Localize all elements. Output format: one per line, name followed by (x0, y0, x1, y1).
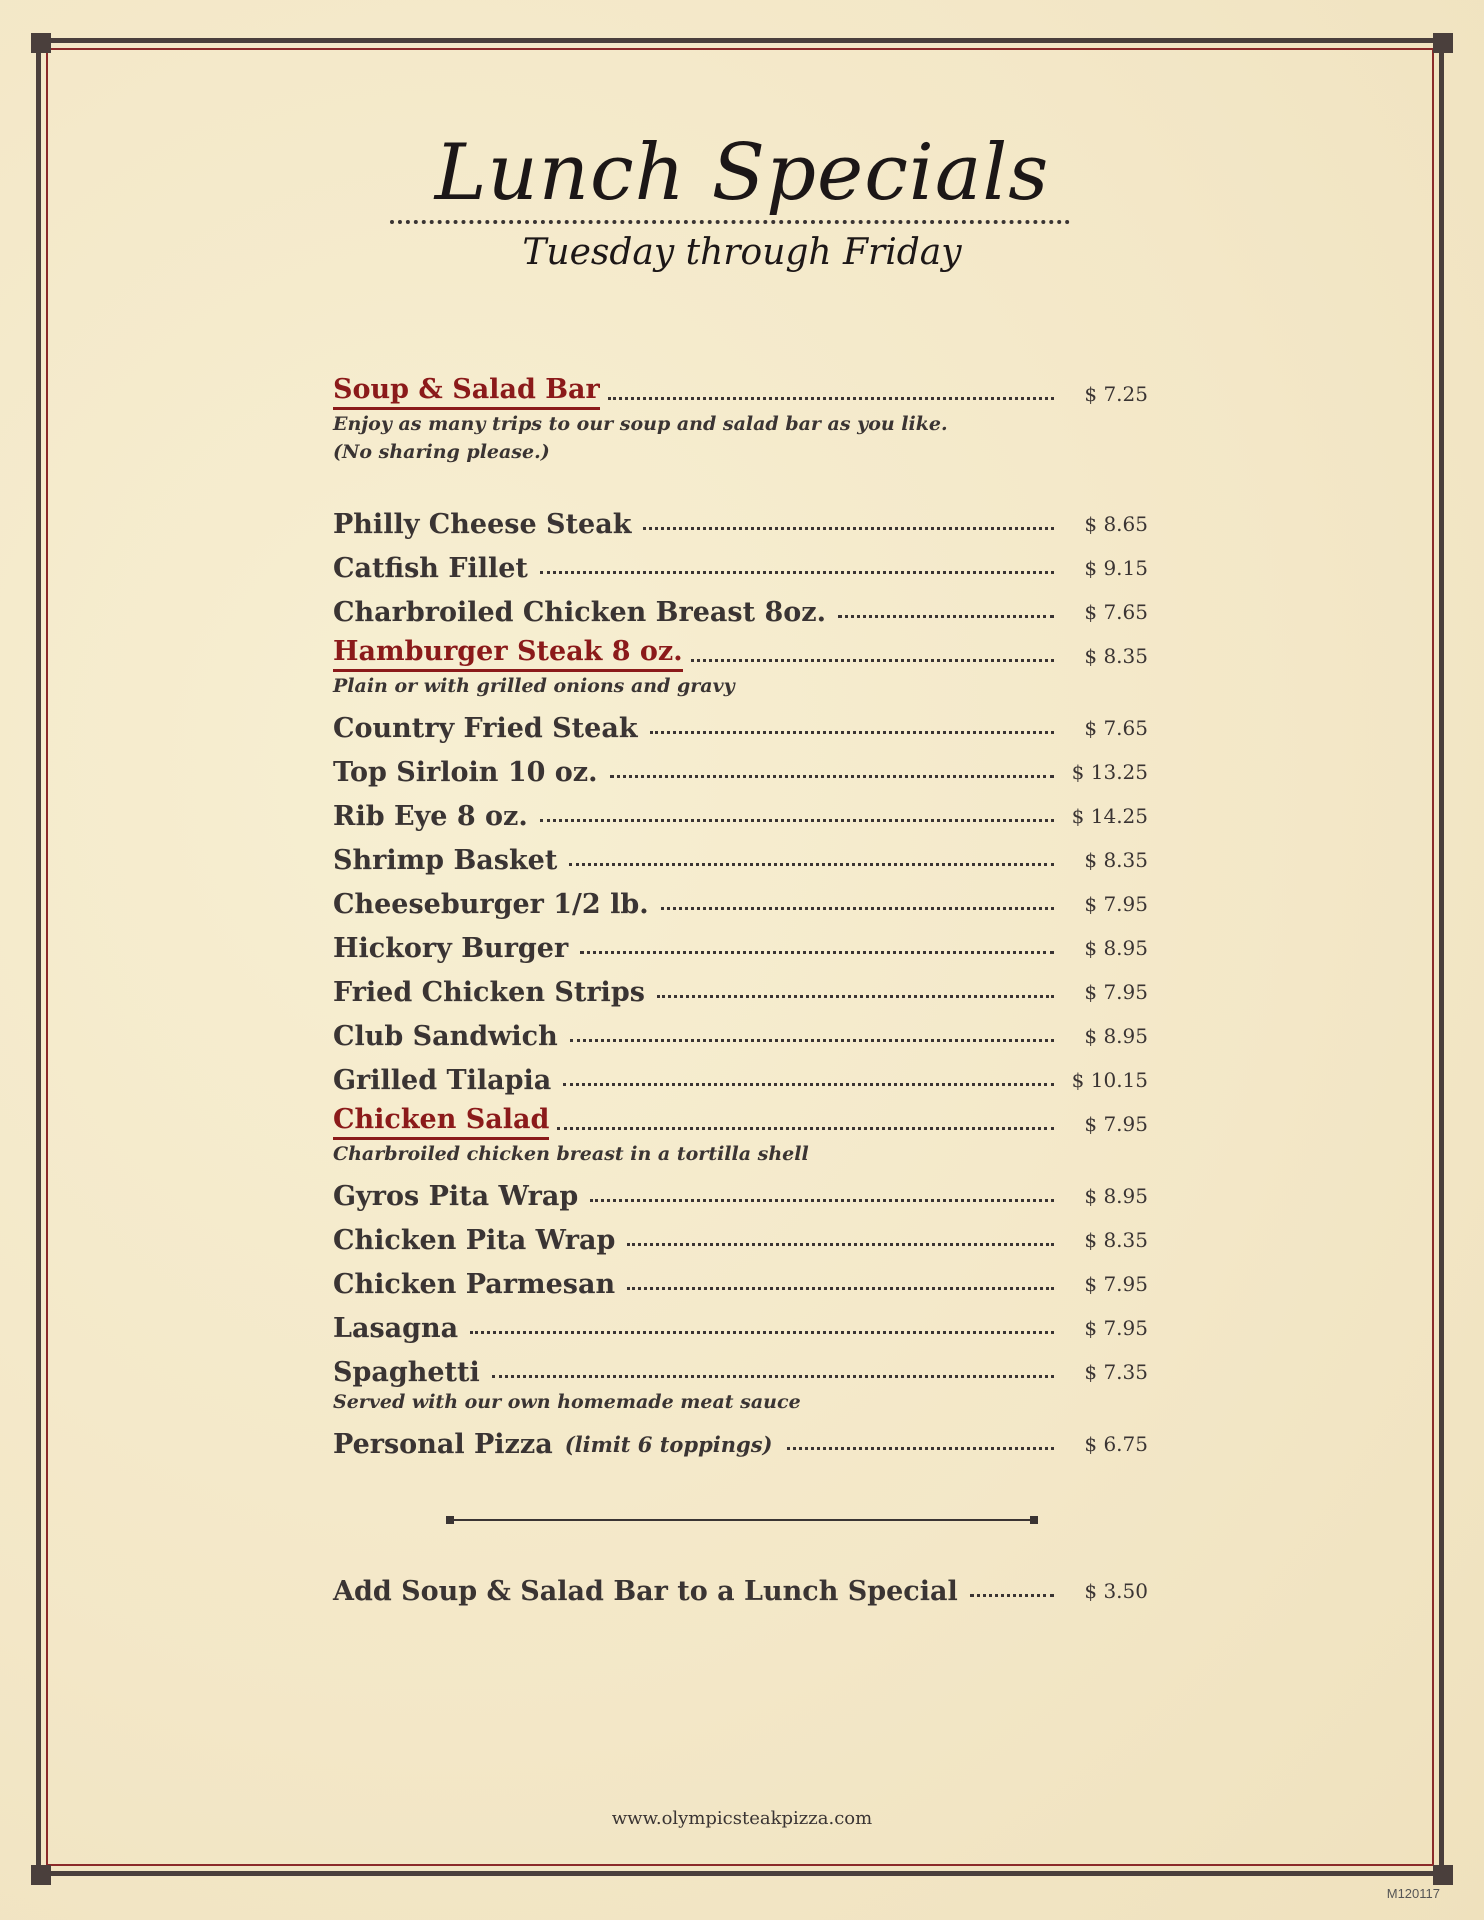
menu-item-name: Chicken Salad (333, 1104, 549, 1140)
menu-item-description: Served with our own homemade meat sauce (333, 1391, 801, 1413)
menu-item-name: Hickory Burger (333, 933, 569, 964)
menu-item (333, 1008, 1148, 1052)
leader-dots (970, 1594, 1054, 1597)
menu-item (333, 788, 1148, 832)
leader-dots (540, 819, 1054, 822)
menu-item-price: $ 8.95 (1084, 1024, 1148, 1048)
addon-item (333, 1563, 1148, 1607)
menu-item (333, 1300, 1148, 1344)
corner-ornament (1433, 1865, 1453, 1885)
menu-item-description: Plain or with grilled onions and gravy (333, 675, 735, 697)
leader-dots (787, 1447, 1055, 1450)
menu-item (333, 496, 1148, 540)
leader-dots (470, 1331, 1054, 1334)
menu-item-description: Charbroiled chicken breast in a tortilla shell (333, 1143, 809, 1165)
menu-item (333, 920, 1148, 964)
menu-item (333, 1168, 1148, 1212)
menu-item (333, 744, 1148, 788)
menu-item (333, 628, 1148, 672)
menu-item-price: $ 10.15 (1071, 1068, 1148, 1092)
menu-item (333, 540, 1148, 584)
menu-item-price: $ 8.35 (1084, 848, 1148, 872)
menu-item (333, 1096, 1148, 1140)
menu-item-name: Chicken Pita Wrap (333, 1225, 616, 1256)
menu-item-name: Lasagna (333, 1313, 459, 1344)
print-code: M120117 (1386, 1886, 1440, 1901)
menu-item-name: Catfish Fillet (333, 553, 528, 584)
menu-item-price: $ 7.35 (1084, 1360, 1148, 1384)
menu-item-name: Philly Cheese Steak (333, 509, 632, 540)
menu-item-price: $ 9.15 (1084, 556, 1148, 580)
menu-item-name: Chicken Parmesan (333, 1269, 616, 1300)
menu-item (333, 1052, 1148, 1096)
menu-item-price: $ 7.25 (1084, 382, 1148, 406)
page-title: Lunch Specials (434, 128, 1050, 218)
divider-end-dot (446, 1516, 454, 1524)
menu-item-price: $ 8.65 (1084, 512, 1148, 536)
menu-item-price: $ 7.95 (1084, 1316, 1148, 1340)
menu-item-name: Personal Pizza (333, 1429, 553, 1460)
menu-item-price: $ 6.75 (1084, 1432, 1148, 1456)
menu-item-name: Gyros Pita Wrap (333, 1181, 579, 1212)
menu-item-name: Charbroiled Chicken Breast 8oz. (333, 597, 826, 628)
corner-ornament (1433, 33, 1453, 53)
section-gap (333, 466, 1148, 496)
leader-dots (608, 397, 1054, 400)
leader-dots (540, 571, 1054, 574)
menu-item (333, 964, 1148, 1008)
leader-dots (627, 1287, 1054, 1290)
leader-dots (570, 1039, 1054, 1042)
menu-item (333, 584, 1148, 628)
leader-dots (838, 615, 1054, 618)
menu-item-price: $ 14.25 (1071, 804, 1148, 828)
menu-item (333, 1212, 1148, 1256)
menu-item (333, 366, 1148, 410)
menu-item-price: $ 7.65 (1084, 600, 1148, 624)
menu-item-name: Soup & Salad Bar (333, 374, 600, 410)
menu-item-price: $ 7.95 (1084, 892, 1148, 916)
leader-dots (691, 659, 1054, 662)
menu-item (333, 1416, 1148, 1460)
title-dotted-rule (390, 220, 1070, 224)
leader-dots (492, 1375, 1054, 1378)
menu-item (333, 1344, 1148, 1388)
menu-item-name: Fried Chicken Strips (333, 977, 645, 1008)
leader-dots (563, 1083, 1054, 1086)
menu-item-description: (No sharing please.) (333, 441, 550, 463)
website-link[interactable]: www.olympicsteakpizza.com (611, 1808, 873, 1829)
menu-item-price: $ 7.95 (1084, 1272, 1148, 1296)
section-divider (450, 1519, 1034, 1521)
menu-item-name: Country Fried Steak (333, 713, 638, 744)
menu-item-name: Rib Eye 8 oz. (333, 801, 528, 832)
menu-item-price: $ 7.95 (1084, 980, 1148, 1004)
menu-item-price: $ 8.95 (1084, 936, 1148, 960)
leader-dots (661, 907, 1054, 910)
menu-item-name: Grilled Tilapia (333, 1065, 552, 1096)
menu-item-name: Hamburger Steak 8 oz. (333, 636, 683, 672)
menu-item-name: Spaghetti (333, 1357, 480, 1388)
leader-dots (610, 775, 1054, 778)
menu-item-price: $ 8.35 (1084, 644, 1148, 668)
menu-item-price: $ 13.25 (1071, 760, 1148, 784)
leader-dots (657, 995, 1054, 998)
menu-item-price: $ 7.65 (1084, 716, 1148, 740)
menu-item-price: $ 7.95 (1084, 1112, 1148, 1136)
menu-item-name: Club Sandwich (333, 1021, 558, 1052)
corner-ornament (31, 1865, 51, 1885)
menu-item-description: Enjoy as many trips to our soup and salad bar as you like. (333, 413, 948, 435)
page-subtitle: Tuesday through Friday (522, 232, 962, 273)
menu-item (333, 876, 1148, 920)
leader-dots (580, 951, 1054, 954)
menu-item (333, 700, 1148, 744)
menu-item-qualifier: (limit 6 toppings) (564, 1432, 773, 1457)
addon-price: $ 3.50 (1084, 1579, 1148, 1603)
menu-item-name: Shrimp Basket (333, 845, 558, 876)
leader-dots (557, 1127, 1054, 1130)
menu-item (333, 1256, 1148, 1300)
menu-item (333, 832, 1148, 876)
menu-item-price: $ 8.35 (1084, 1228, 1148, 1252)
leader-dots (590, 1199, 1054, 1202)
menu-list (333, 366, 1148, 1460)
leader-dots (627, 1243, 1054, 1246)
menu-item-name: Cheeseburger 1/2 lb. (333, 889, 649, 920)
divider-end-dot (1030, 1516, 1038, 1524)
leader-dots (650, 731, 1054, 734)
leader-dots (643, 527, 1054, 530)
menu-item-name: Top Sirloin 10 oz. (333, 757, 598, 788)
corner-ornament (31, 33, 51, 53)
leader-dots (569, 863, 1054, 866)
menu-item-price: $ 8.95 (1084, 1184, 1148, 1208)
addon-name: Add Soup & Salad Bar to a Lunch Special (333, 1576, 958, 1607)
